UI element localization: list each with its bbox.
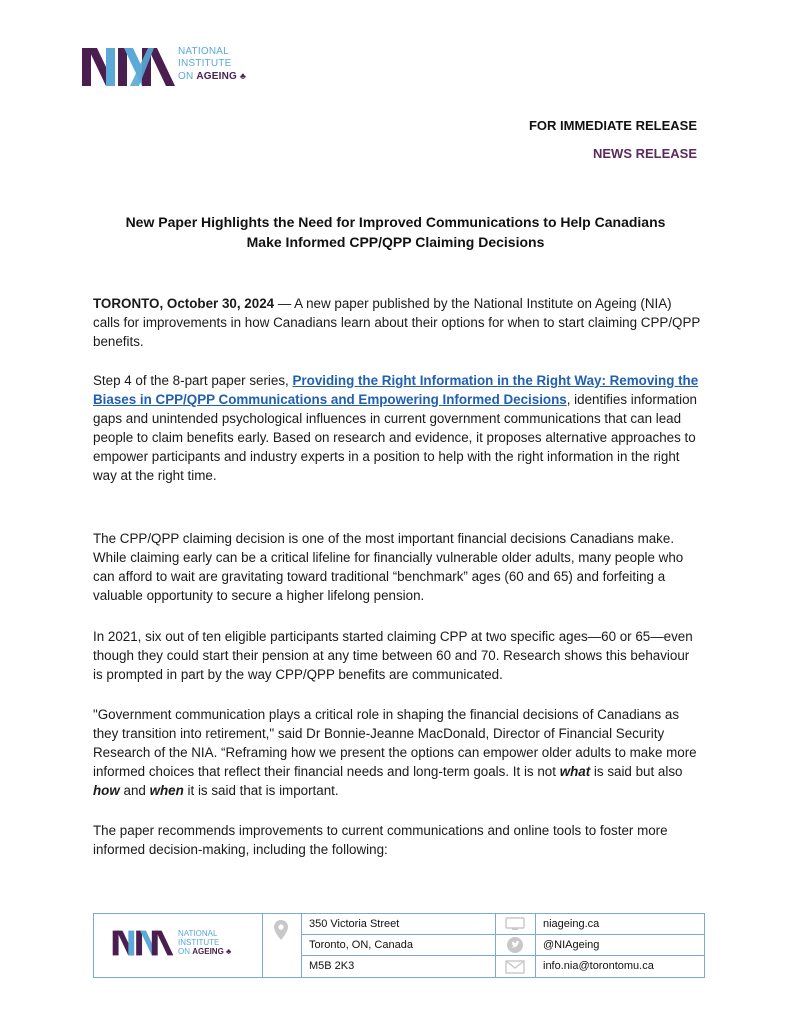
nia-logo [82, 44, 272, 90]
email-link[interactable]: info.nia@torontomu.ca [543, 960, 654, 972]
twitter-handle-link[interactable]: @NIAgeing [535, 935, 704, 956]
paragraph-3: The CPP/QPP claiming decision is one of the most important financial decisions Canadians make. While claiming early can be a critical lifeline for financially vulnerable older adults, many people who can afford to wait are gravitating toward traditional “benchmark” ages (60 and 65) and forfeiting a valuable opportunity to secure a higher lifelong pension. [93, 531, 684, 603]
web-icon-cell [495, 914, 535, 935]
website-link[interactable]: niageing.ca [535, 914, 704, 935]
press-title [93, 212, 698, 252]
location-pin-icon [274, 920, 288, 940]
address-line-3: M5B 2K3 [309, 960, 355, 972]
paragraph-4: In 2021, six out of ten eligible participants started claiming CPP at two specific ages—60 or 65—even though they could start their pension at any time between 60 and 70. Research shows this behaviour is prompted in part by the way CPP/QPP benefits are communicated. [93, 629, 693, 682]
nia-logo-mark [82, 44, 178, 90]
web-monitor-icon [505, 917, 525, 931]
footer-contact-table [93, 913, 705, 978]
twitter-icon [507, 937, 523, 953]
maple-leaf-icon: ♣ [240, 71, 247, 81]
logo-line-3: ON AGEING ♣ [178, 71, 247, 82]
title-line-2: Make Informed CPP/QPP Claiming Decisions [246, 234, 545, 250]
paragraph-1: TORONTO, October 30, 2024 — A new paper published by the National Institute on Ageing (NIA) calls for improvements in how Canadians learn about their options for when to start claiming CPP/QPP benefits. [93, 296, 701, 349]
contact-cell [535, 914, 704, 977]
logo-line-2: INSTITUTE [178, 58, 232, 69]
location-icon-cell [262, 914, 302, 977]
paragraph-2: Step 4 of the 8-part paper series, Providing the Right Information in the Right Way: Removing the Biases in CPP/QPP Communications and Empowering Informed Decisions, identifies information gaps and unintended psychological influences in current government communications that can lead people to claim benefits early. Based on research and evidence, it proposes alternative approaches to empower participants and industry experts in a position to help with the right information in the right way at the right time. [93, 373, 699, 483]
logo-wordmark [178, 46, 246, 83]
address-cell [301, 914, 496, 977]
address-line-1: 350 Victoria Street [301, 914, 495, 935]
logo-line-1: NATIONAL [178, 46, 229, 57]
paragraph-6: The paper recommends improvements to current communications and online tools to foster more informed decision-making, including the following: [93, 823, 668, 857]
twitter-icon-cell [495, 935, 535, 956]
dateline: TORONTO, October 30, 2024 [93, 296, 275, 311]
news-release-label: NEWS RELEASE [592, 146, 697, 161]
footer-logo-mark [104, 928, 184, 958]
immediate-release-label: FOR IMMEDIATE RELEASE [528, 118, 697, 133]
title-line-1: New Paper Highlights the Need for Improved Communications to Help Canadians [125, 214, 666, 230]
footer-maple-leaf-icon: ♣ [226, 947, 232, 956]
address-line-2: Toronto, ON, Canada [301, 935, 495, 956]
footer-logo [94, 914, 263, 977]
email-envelope-icon [505, 960, 525, 974]
email-icon-cell [495, 956, 535, 977]
contact-icons-cell [495, 914, 536, 977]
paper-link[interactable]: Providing the Right Information in the Right Way: Removing the Biases in CPP/QPP Communications and Empowering Informed Decisions [93, 373, 699, 407]
paragraph-5-quote: "Government communication plays a critical role in shaping the financial decisions of Canadians as they transition into retirement," said Dr Bonnie-Jeanne MacDonald, Director of Financial Security Research of the NIA. “Reframing how we present the options can empower older adults to make more informed choices that reflect their financial needs and long-term goals. It is not what is said but also how and when it is said that is important. [93, 707, 697, 798]
footer-wordmark: NATIONAL INSTITUTE ON AGEING ♣ [178, 929, 232, 956]
